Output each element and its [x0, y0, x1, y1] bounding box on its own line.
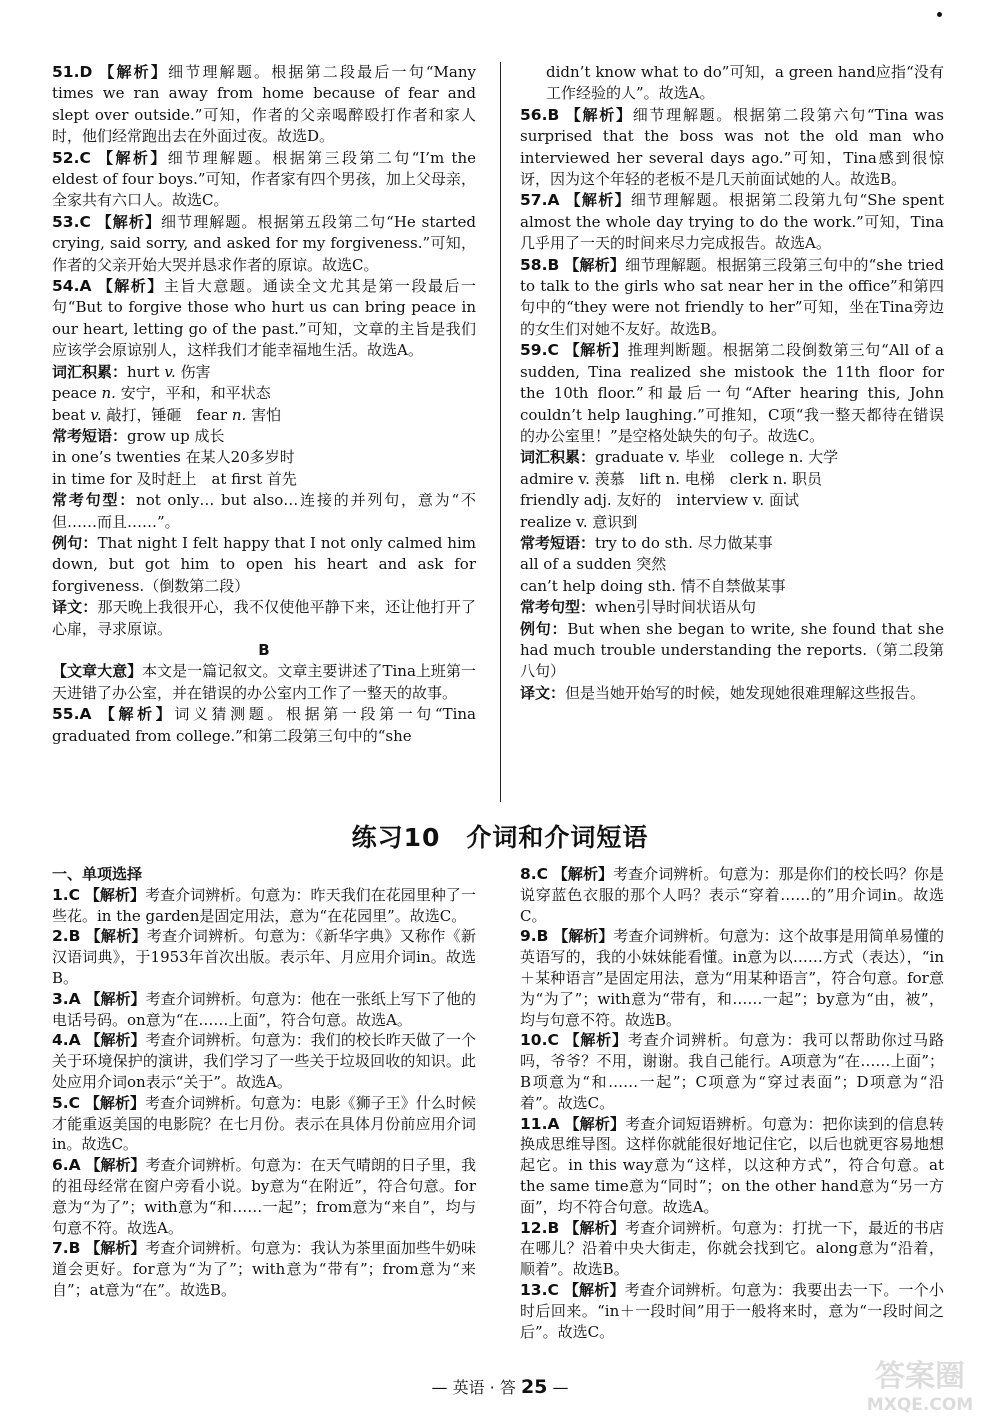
answer-item — [520, 190, 944, 254]
answer-text: 细节理解题。根据第二段第六句“Tina was surprised that the boss was not the old man who interviewed her several days ago.”可知，Tina感到很惊讶，因为这个年轻的老板不是几天前面试她的人。故选B。 — [520, 105, 944, 189]
answer-text: 考查介词辨析。句意为：我们的校长昨天做了一个关于环境保护的演讲，我们学习了一些关于垃圾回收的知识。此处应用介词on表示“关于”。故选A。 — [52, 1031, 476, 1091]
answer-item — [52, 885, 476, 927]
analysis-tag: 【解析】 — [97, 277, 164, 296]
answer-item — [520, 1218, 944, 1280]
answer-text: 考查介词辨析。句意为：我可以帮助你过马路吗，爷爷？不用，谢谢。我自己能行。A项意为“在……上面”；B项意为“和……一起”；C项意为“穿过表面”；D项意为“沿着”。故选C。 — [520, 1031, 944, 1112]
analysis-tag: 【解析】 — [564, 255, 626, 274]
pattern-line: 常考句型：not only… but also…连接的并列句，意为“不但……而且……”。 — [52, 491, 476, 531]
answer-number: 4.A — [52, 1031, 81, 1050]
answer-number: 58.B — [520, 255, 560, 274]
analysis-tag: 【解析】 — [85, 1239, 146, 1258]
answer-text: 考查介词辨析。句意为：打扰一下，最近的书店在哪儿？沿着中央大街走，你就会找到它。along意为“沿着，顺着”。故选B。 — [520, 1218, 944, 1279]
answer-item — [520, 1280, 944, 1342]
vocab-line: 词汇积累：hurt v. 伤害 — [52, 362, 211, 381]
answer-text: 考查介词辨析。句意为：电影《狮子王》什么时候才能重返美国的电影院？在七月份。表示在具体月份前应用介词in。故选C。 — [52, 1093, 476, 1154]
answer-list-bottom-left — [52, 885, 476, 1301]
analysis-tag: 【解析】 — [565, 191, 631, 210]
answer-number: 56.B — [520, 105, 560, 124]
answer-list-bottom-right — [520, 864, 944, 1342]
answer-number: 59.C — [520, 341, 559, 360]
analysis-tag: 【解析】 — [553, 927, 614, 946]
answer-number: 5.C — [52, 1093, 81, 1112]
answer-item — [52, 989, 476, 1031]
answer-list-right — [520, 105, 944, 448]
analysis-tag: 【解析】 — [563, 1280, 625, 1299]
part-label: 一、单项选择 — [52, 865, 143, 883]
answer-text: 考查介词辨析。句意为：他在一张纸上写下了他的电话号码。on意为“在……上面”，符合句意。故选A。 — [52, 989, 476, 1029]
answer-list-left — [52, 62, 476, 362]
analysis-tag: 【解析】 — [96, 212, 162, 231]
vocab-line: friendly adj. 友好的 interview v. 面试 — [520, 491, 799, 510]
analysis-tag: 【解析】 — [85, 927, 147, 946]
phrase-line: 常考短语：grow up 成长 — [52, 426, 225, 445]
answer-number: 13.C — [520, 1280, 559, 1299]
vocab-line: admire v. 羡慕 lift n. 电梯 clerk n. 职员 — [520, 469, 823, 488]
answer-item — [520, 1114, 944, 1218]
answer-item — [520, 1030, 944, 1113]
phrase-line: can’t help doing sth. 情不自禁做某事 — [520, 576, 786, 595]
answer-item — [520, 255, 944, 341]
answer-item — [520, 105, 944, 191]
analysis-tag: 【解析】 — [564, 341, 628, 360]
answer-text: 考查介词辨析。句意为：《新华字典》又称作《新汉语词典》，于1953年首次出版。表示年、月应用介词in。故选B。 — [52, 927, 476, 987]
answer-text: 细节理解题。根据第三段第三句中的“she tried to talk to the girls who sat near her in the office”和第四句中的“they were not friendly to her”可知，坐在Tina旁边的女生们对她不友好。故选B。 — [520, 255, 944, 338]
answer-item — [52, 926, 476, 988]
answer-item — [52, 1030, 476, 1092]
phrase-line: in time for 及时赶上 at first 首先 — [52, 469, 297, 488]
answer-text: 考查介词辨析。句意为：这个故事是用简单易懂的英语写的，我的小妹妹能看懂。in意为以……方式（表达），“in＋某种语言”是固定用法，意为“用某种语言”，符合句意。for意为“为了”；with意为“带有，和……一起”；by意为“由，被”，均与句意不符。故选B。 — [520, 927, 944, 1029]
example-line: 例句：But when she began to write, she found that she had much trouble understanding the reports.（第二段第八句） — [520, 619, 944, 681]
answer-number: 8.C — [520, 865, 549, 883]
translation-line: 译文：那天晚上我很开心，我不仅使他平静下来，还让他打开了心扉，寻求原谅。 — [52, 598, 476, 638]
answer-item — [52, 148, 476, 212]
answer-number: 10.C — [520, 1031, 559, 1050]
answer-text: 细节理解题。根据第五段第二句“He started crying, said sorry, and asked for my forgiveness.”可知，作者的父亲开始大哭并恳求作者的原谅。故选C。 — [52, 212, 476, 274]
summary: 【文章大意】本文是一篇记叙文。文章主要讲述了Tina上班第一天进错了办公室，并在错误的办公室内工作了一整天的故事。 — [52, 662, 476, 702]
answer-number: 7.B — [52, 1239, 81, 1258]
answer-number: 57.A — [520, 191, 560, 210]
answer-item — [520, 926, 944, 1030]
answer-number: 11.A — [520, 1114, 560, 1133]
answer-number: 6.A — [52, 1156, 81, 1175]
answer-text: 考查介词辨析。句意为：昨天我们在花园里种了一些花。in the garden是固定用法，意为“在花园里”。故选C。 — [52, 885, 476, 925]
answer-item — [52, 1093, 476, 1155]
answer-number: 51.D — [52, 63, 93, 81]
left-column — [52, 62, 476, 747]
answer-number: 53.C — [52, 212, 91, 231]
phrase-line: in one’s twenties 在某人20多岁时 — [52, 448, 295, 467]
answer-number: 52.C — [52, 148, 91, 167]
right-column — [520, 62, 944, 704]
answer-text: 推理判断题。根据第二段倒数第三句“All of a sudden, Tina realized she mistook the 11th floor for the 10th floor.”和最后一句“After hearing this, John couldn’t help laughing.”可推知，C项“我一整天都待在错误的办公室里！”是空格处缺失的句子。故选C。 — [520, 341, 944, 445]
answer-item — [52, 62, 476, 148]
answer-item — [52, 212, 476, 276]
analysis-tag: 【解析】 — [565, 105, 633, 124]
answer-number: 54.A — [52, 277, 92, 296]
answer-text: 考查介词辨析。句意为：那是你们的校长吗？你是说穿蓝色衣服的那个人吗？表示“穿着……的”用介词in。故选C。 — [520, 865, 944, 925]
corner-mark — [937, 12, 942, 17]
pattern-line: 常考句型：when引导时间状语从句 — [520, 598, 757, 617]
bottom-right-column — [520, 864, 944, 1342]
analysis-tag: 【解析】 — [99, 63, 169, 81]
analysis-tag: 【解析】 — [84, 1093, 146, 1112]
translation-line: 译文：但是当她开始写的时候，她发现她很难理解这些报告。 — [520, 683, 926, 702]
page-number: 25 — [520, 1376, 548, 1398]
analysis-tag: 【解析】 — [552, 865, 614, 883]
answer-number: 1.C — [52, 885, 81, 904]
answer-item — [520, 864, 944, 926]
answer-number: 9.B — [520, 927, 549, 946]
answer-text: 考查介词辨析。句意为：我要出去一下。一个小时后回来。“in＋一段时间”用于一般将来时，意为“一段时间之后”。故选C。 — [520, 1280, 944, 1341]
analysis-tag: 【解析】 — [98, 148, 168, 167]
answer-number: 12.B — [520, 1218, 560, 1237]
analysis-tag: 【解析】 — [564, 1031, 628, 1050]
vocab-line: beat v. 敲打，锤砸 fear n. 害怕 — [52, 405, 282, 424]
continuation-text: didn’t know what to do”可知，a green hand应指“没有工作经验的人”。故选A。 — [546, 63, 944, 103]
column-divider — [500, 62, 501, 802]
answer-item — [52, 276, 476, 362]
phrase-line: all of a sudden 突然 — [520, 555, 667, 574]
answer-text: 细节理解题。根据第二段第九句“She spent almost the whole day trying to do the work.”可知，Tina几乎用了一天的时间来尽力完成报告。故选A。 — [520, 191, 944, 253]
answer-item: 55.A 【解析】词义猜测题。根据第一段第一句“Tina graduated from college.”和第二段第三句中的“she — [52, 705, 476, 745]
example-line: 例句：That night I felt happy that I not only calmed him down, but got him to open his heart and ask for forgiveness.（倒数第二段） — [52, 533, 476, 595]
answer-text: 细节理解题。根据第二段最后一句“Many times we ran away from home because of fear and slept over outside.”可知，作者的父亲喝醉殴打作者和家人时，他们经常跑出去在外面过夜。故选D。 — [52, 63, 476, 146]
vocab-line: 词汇积累：graduate v. 毕业 college n. 大学 — [520, 448, 839, 467]
analysis-tag: 【解析】 — [84, 885, 146, 904]
answer-text: 考查介词辨析。句意为：在天气晴朗的日子里，我的祖母经常在窗户旁看小说。by意为“在附近”，符合句意。for意为“为了”；with意为“和……一起”；from意为“来自”，均与句意不符。故选A。 — [52, 1156, 476, 1237]
answer-item — [52, 1155, 476, 1238]
answer-text: 考查介词短语辨析。句意为：把你读到的信息转换成思维导图。这样你就能很好地记住它，以后也就更容易地想起它。in this way意为“这样，以这种方式”，符合句意。at the same time意为“同时”；on the other hand意为“另一方面”，均不符合句意。故选A。 — [520, 1114, 944, 1216]
analysis-tag: 【解析】 — [564, 1218, 626, 1237]
analysis-tag: 【解析】 — [85, 1156, 146, 1175]
analysis-tag: 【解析】 — [564, 1114, 626, 1133]
answer-text: 细节理解题。根据第三段第二句“I’m the eldest of four boys.”可知，作者家有四个男孩，加上父母亲，全家共有六口人。故选C。 — [52, 148, 476, 210]
vocab-line: realize v. 意识到 — [520, 512, 638, 531]
answer-text: 考查介词辨析。句意为：我认为茶里面加些牛奶味道会更好。for意为“为了”；with意为“带有”；from意为“来自”；at意为“在”。故选B。 — [52, 1239, 476, 1299]
section-b-heading: B — [258, 640, 270, 659]
page-footer: — 英语 · 答 25 — — [431, 1376, 569, 1398]
section-title: 练习10 介词和介词短语 — [351, 823, 649, 852]
answer-number: 2.B — [52, 927, 81, 946]
answer-text: 主旨大意题。通读全文尤其是第一段最后一句“But to forgive those who hurt us can bring peace in our heart, letting go of the past.”可知，文章的主旨是我们应该学会原谅别人，这样我们才能幸福地生活。故选A。 — [52, 277, 476, 360]
bottom-left-column — [52, 864, 476, 1301]
watermark-logo: 答案圈 MXQE.COM — [866, 1359, 974, 1415]
answer-number: 3.A — [52, 989, 81, 1008]
analysis-tag: 【解析】 — [85, 1031, 146, 1050]
analysis-tag: 【解析】 — [85, 989, 146, 1008]
phrase-line: 常考短语：try to do sth. 尽力做某事 — [520, 533, 773, 552]
answer-item — [52, 1238, 476, 1300]
answer-item — [520, 340, 944, 447]
vocab-line: peace n. 安宁，平和，和平状态 — [52, 384, 271, 403]
